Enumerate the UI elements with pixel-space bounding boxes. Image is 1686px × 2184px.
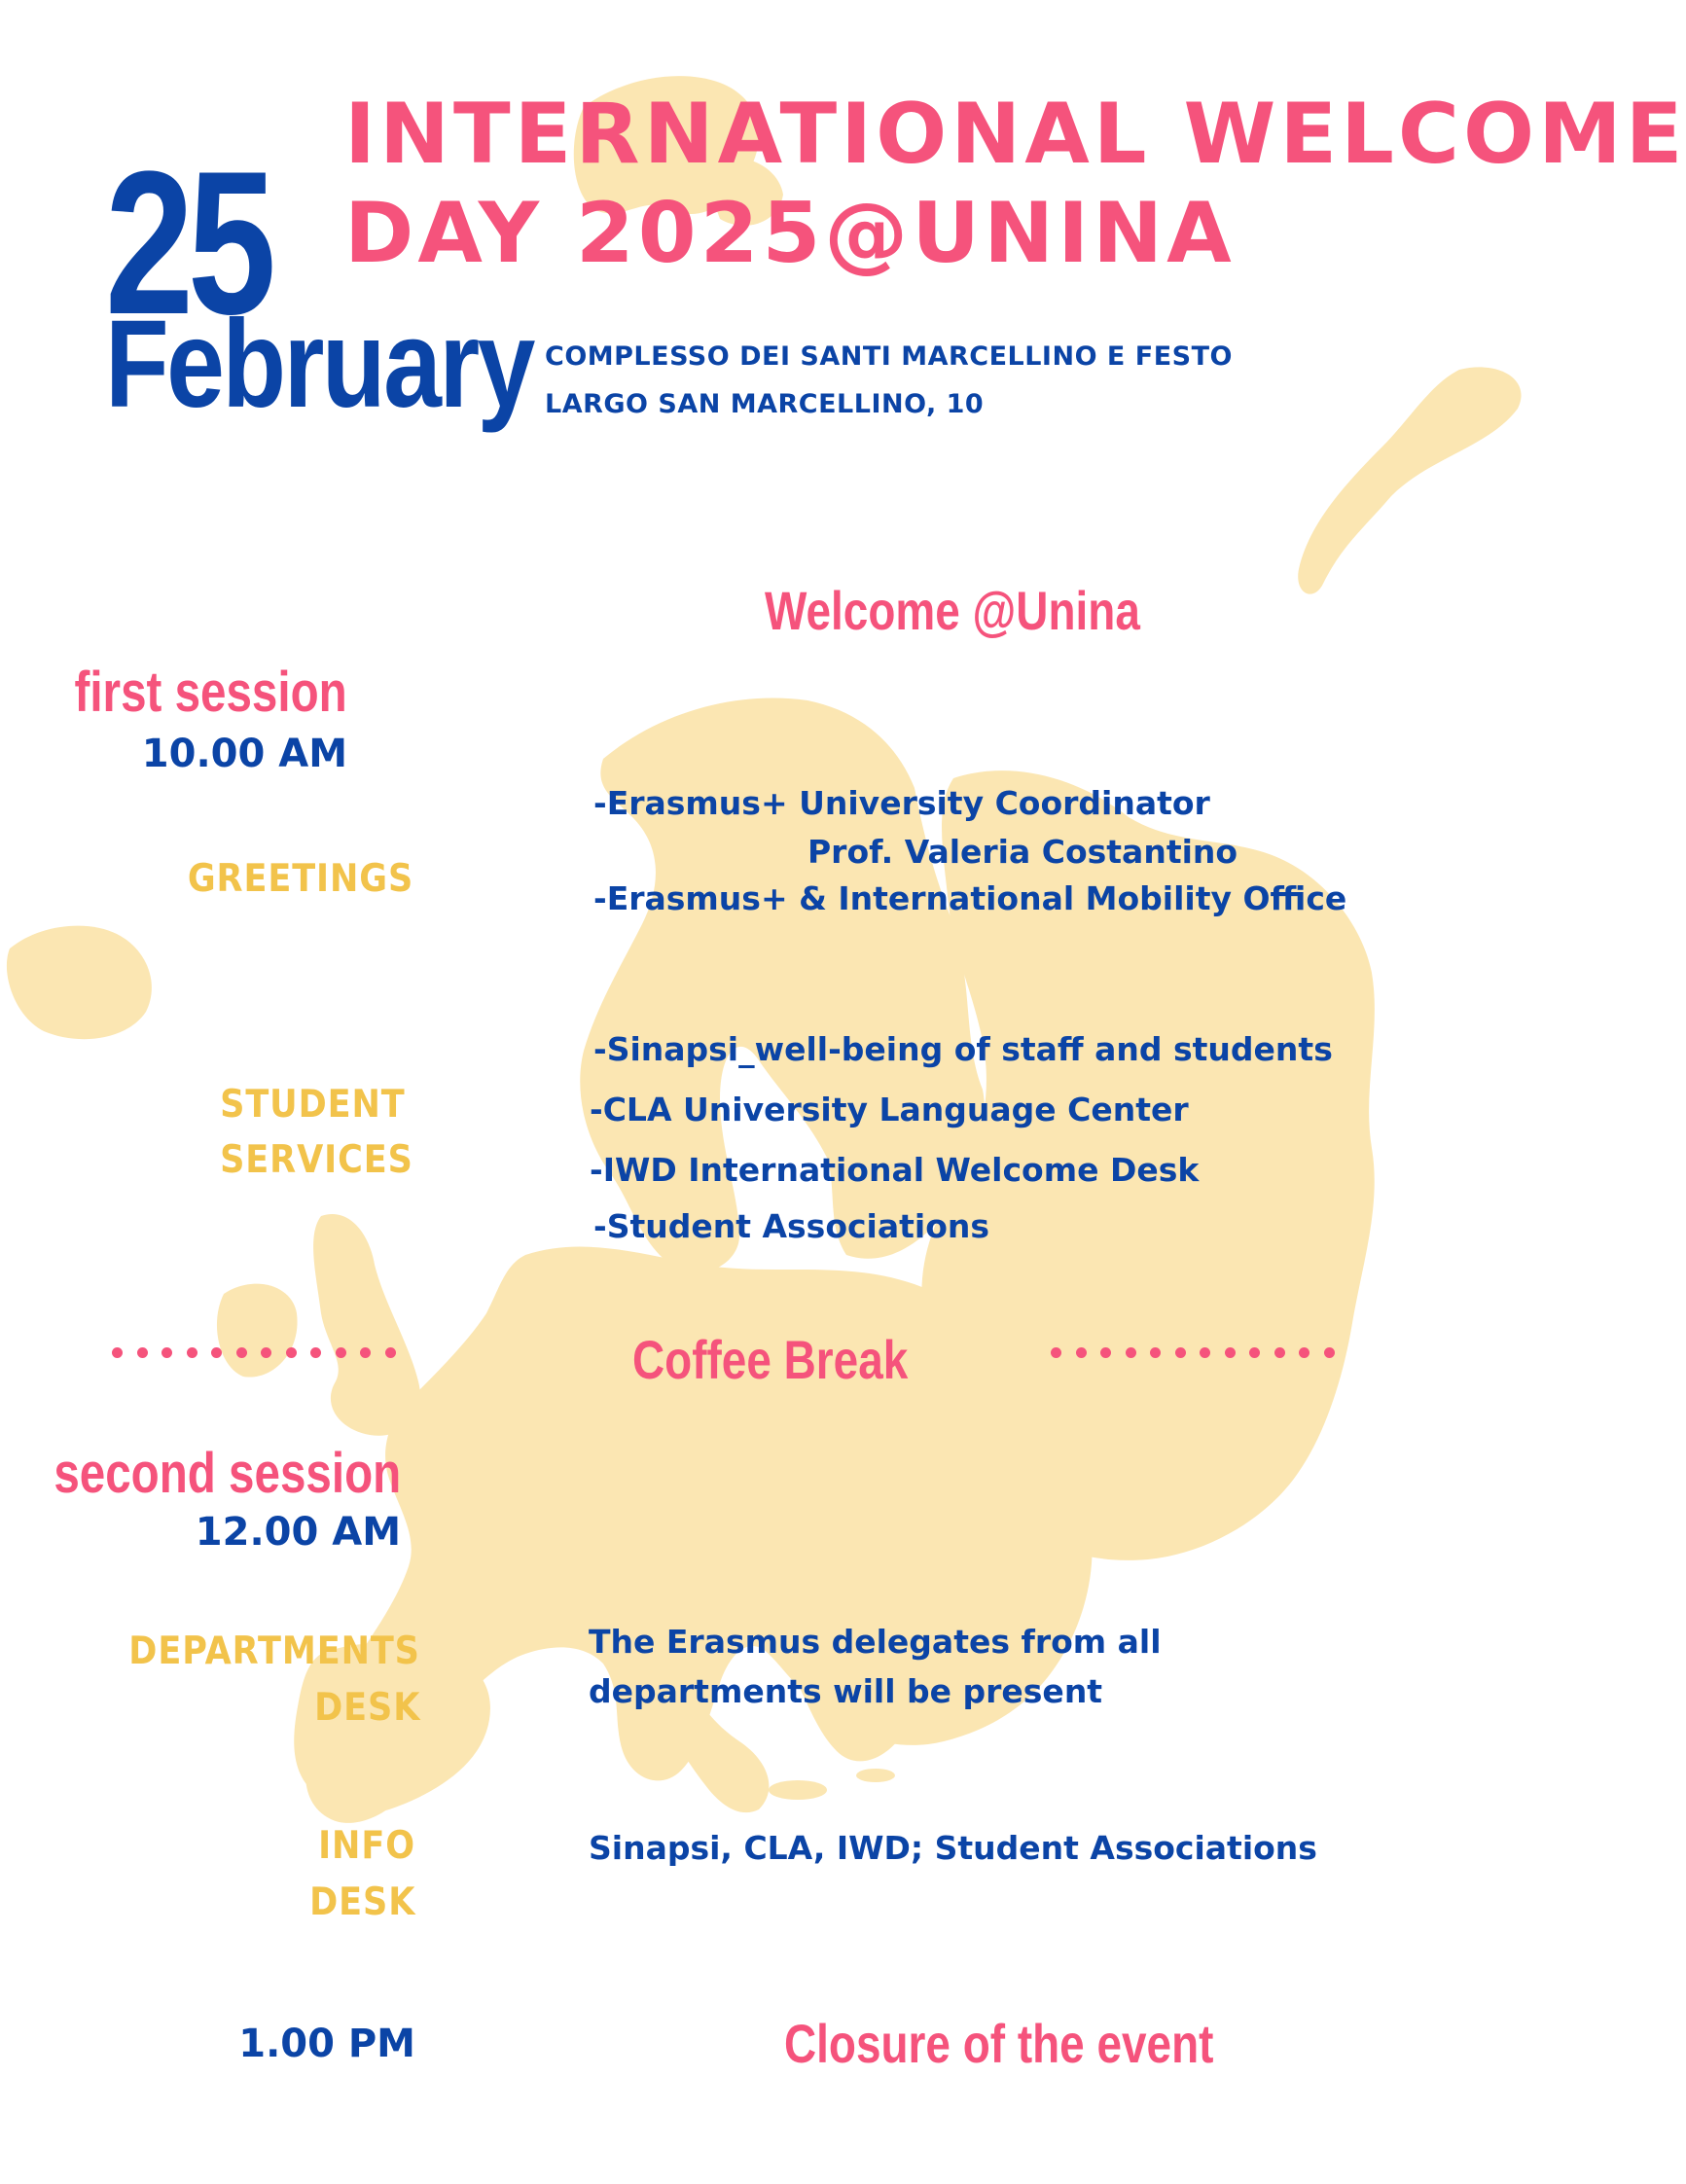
student-services-label-line-2: SERVICES bbox=[220, 1138, 413, 1182]
greetings-item-3: -Erasmus+ & International Mobility Office bbox=[593, 879, 1347, 917]
event-date-day: 25 bbox=[105, 128, 270, 357]
venue-address: LARGO SAN MARCELLINO, 10 bbox=[545, 389, 985, 419]
departments-desk-text-line-2: departments will be present bbox=[589, 1672, 1103, 1710]
greetings-item-1: -Erasmus+ University Coordinator bbox=[593, 784, 1210, 822]
first-session-time: 10.00 AM bbox=[141, 732, 347, 776]
welcome-heading: Welcome @Unina bbox=[765, 580, 1140, 641]
coffee-break-divider-right bbox=[1051, 1347, 1348, 1358]
info-desk-label-line-1: INFO bbox=[318, 1824, 415, 1868]
venue-name: COMPLESSO DEI SANTI MARCELLINO E FESTO bbox=[545, 341, 1233, 372]
event-title-line-2: DAY 2025@UNINA bbox=[344, 185, 1236, 282]
second-session-heading: second session bbox=[54, 1442, 401, 1505]
event-title-line-1: INTERNATIONAL WELCOME bbox=[344, 86, 1686, 183]
departments-desk-label-line-1: DEPARTMENTS bbox=[128, 1629, 420, 1673]
student-services-item-1: -Sinapsi_well-being of staff and students bbox=[593, 1030, 1333, 1068]
second-session-time: 12.00 AM bbox=[195, 1510, 401, 1555]
student-services-item-3: -IWD International Welcome Desk bbox=[590, 1151, 1200, 1189]
closure-text: Closure of the event bbox=[784, 2013, 1214, 2074]
coffee-break-label: Coffee Break bbox=[632, 1329, 909, 1390]
greetings-label: GREETINGS bbox=[187, 857, 413, 901]
info-desk-text: Sinapsi, CLA, IWD; Student Associations bbox=[589, 1829, 1317, 1867]
departments-desk-text-line-1: The Erasmus delegates from all bbox=[589, 1623, 1162, 1661]
greetings-item-2: Prof. Valeria Costantino bbox=[807, 833, 1238, 871]
first-session-heading: first session bbox=[74, 661, 347, 724]
event-date-month: February bbox=[105, 295, 533, 434]
coffee-break-divider-left bbox=[112, 1347, 410, 1358]
departments-desk-label-line-2: DESK bbox=[313, 1686, 420, 1730]
closure-time: 1.00 PM bbox=[238, 2022, 415, 2066]
student-services-item-4: -Student Associations bbox=[593, 1207, 990, 1245]
student-services-label-line-1: STUDENT bbox=[220, 1083, 406, 1127]
student-services-item-2: -CLA University Language Center bbox=[590, 1091, 1189, 1128]
info-desk-label-line-2: DESK bbox=[308, 1880, 415, 1924]
